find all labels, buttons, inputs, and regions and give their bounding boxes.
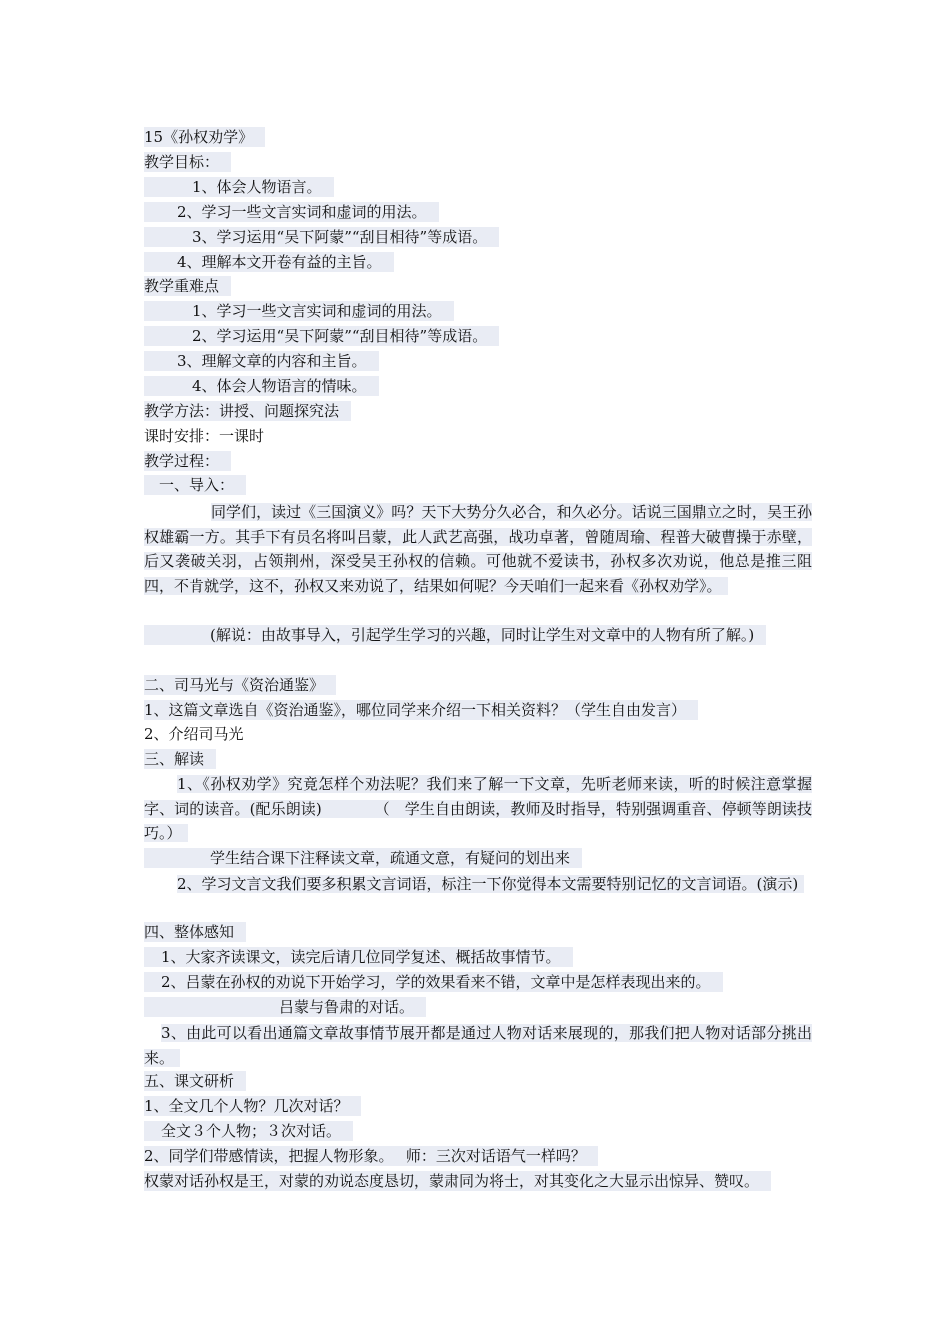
- section3-item1: 1、《孙权劝学》究竟怎样个劝法呢？我们来了解一下文章，先听老师来读，听的时候注意掌握字、词的读音。(配乐朗读) （ 学生自由朗读，教师及时指导，特别强调重音、停顿等朗读技巧。）: [144, 775, 812, 843]
- section4-answer: 吕蒙与鲁肃的对话。: [144, 997, 426, 1017]
- intro-paragraph: 同学们，读过《三国演义》吗？天下大势分久必合，和久必分。话说三国鼎立之时，吴王孙权雄霸一方。其手下有员名将叫吕蒙，此人武艺高强，战功卓著，曾随周瑜、程普大破曹操于赤壁，后又袭破关羽，占领荆州，深受吴王孙权的信赖。可他就不爱读书，孙权多次劝说，他总是推三阻四，不肯就学，这不，孙权又来劝说了，结果如何呢？今天咱们一起来看《孙权劝学》。: [144, 503, 812, 595]
- section1-heading: 一、导入：: [144, 475, 246, 495]
- key-point-item: 2、学习运用“吴下阿蒙”“刮目相待”等成语。: [144, 326, 499, 346]
- section5-heading: 五、课文研析: [144, 1071, 246, 1091]
- section3-item1-note: 学生结合课下注释读文章，疏通文意，有疑问的划出来: [144, 848, 582, 868]
- section4-heading: 四、整体感知: [144, 922, 246, 942]
- goal-item: 4、理解本文开卷有益的主旨。: [144, 252, 394, 272]
- goals-heading: 教学目标：: [144, 152, 231, 172]
- goal-item: 2、学习一些文言实词和虚词的用法。: [144, 202, 439, 222]
- section4-item3: 3、由此可以看出通篇文章故事情节展开都是通过人物对话来展现的，那我们把人物对话部分挑出来。: [144, 1024, 812, 1067]
- teaching-method: 教学方法：讲授、问题探究法: [144, 401, 351, 421]
- section2-heading: 二、司马光与《资治通鉴》: [144, 675, 336, 695]
- section2-item: 1、这篇文章选自《资治通鉴》，哪位同学来介绍一下相关资料？（学生自由发言）: [144, 700, 698, 720]
- goal-item: 3、学习运用“吴下阿蒙”“刮目相待”等成语。: [144, 227, 499, 247]
- intro-note: (解说：由故事导入，引起学生学习的兴趣，同时让学生对文章中的人物有所了解。): [144, 625, 766, 645]
- section5-answer: 权蒙对话孙权是王，对蒙的劝说态度恳切，蒙肃同为将士，对其变化之大显示出惊异、赞叹。: [144, 1171, 771, 1191]
- section5-item: 1、全文几个人物？几次对话？: [144, 1096, 361, 1116]
- section2-item: 2、介绍司马光: [144, 725, 244, 743]
- section5-answer: 全文３个人物；３次对话。: [144, 1121, 353, 1141]
- class-schedule: 课时安排：一课时: [144, 427, 265, 445]
- section4-item: 2、吕蒙在孙权的劝说下开始学习，学的效果看来不错，文章中是怎样表现出来的。: [144, 972, 723, 992]
- key-points-heading: 教学重难点: [144, 276, 231, 296]
- key-point-item: 1、学习一些文言实词和虚词的用法。: [144, 301, 454, 321]
- key-point-item: 4、体会人物语言的情味。: [144, 376, 379, 396]
- section3-heading: 三、解读: [144, 749, 216, 769]
- process-heading: 教学过程：: [144, 451, 231, 471]
- key-point-item: 3、理解文章的内容和主旨。: [144, 351, 379, 371]
- document-title: 15《孙权劝学》: [144, 127, 265, 147]
- section4-item: 1、大家齐读课文，读完后请几位同学复述、概括故事情节。: [144, 947, 573, 967]
- section3-item2: 2、学习文言文我们要多积累文言词语，标注一下你觉得本文需要特别记忆的文言词语。(演示): [144, 872, 812, 897]
- goal-item: 1、体会人物语言。: [144, 177, 334, 197]
- section5-item: 2、同学们带感情读，把握人物形象。 师：三次对话语气一样吗？: [144, 1146, 598, 1166]
